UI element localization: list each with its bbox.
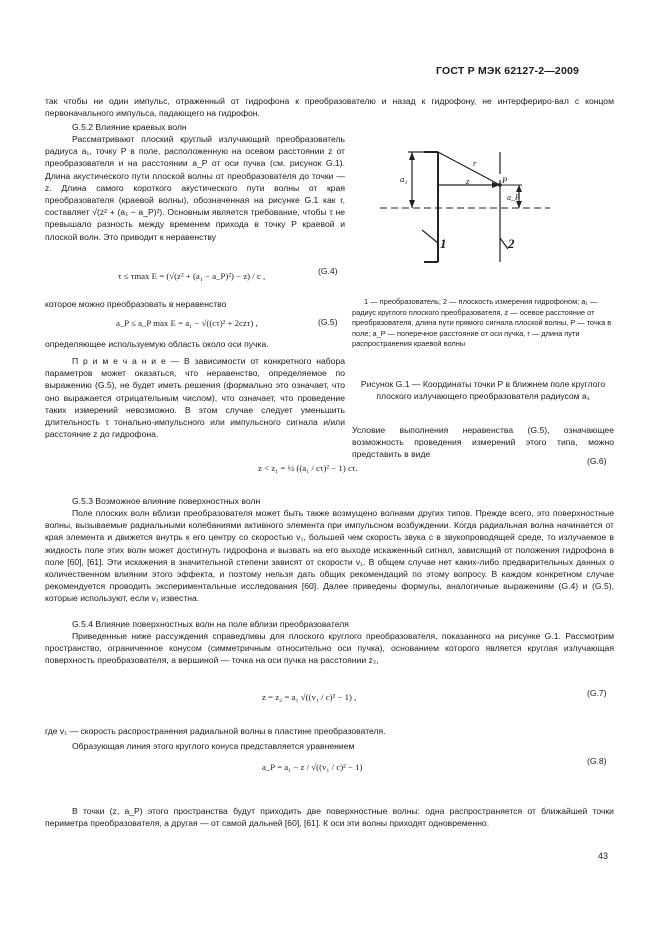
page-number: 43 <box>598 851 609 861</box>
paragraph-intro: так чтобы ни один импульс, отраженный от гидрофона к преобразователю и назад к гидрофону, не интерфериро-вал с концом первоначального импульса, падающего на гидрофон. <box>45 96 614 119</box>
paragraph-g54: Приведенные ниже рассуждения справедливы для плоского круглого преобразователя, показанного на рисунке G.1. Рассмотрим пространство, ограниченное конусом (симметричным относительно оси пучка), основанием которого является круглая излучающая поверхность преобразователя, а вершиной — точка на оси пучка на расстоянии z₂, <box>45 631 614 666</box>
paragraph-condition: Условие выполнения неравенства (G.5), означающее возможность проведения измерений этого типа, можно представить в виде <box>352 425 614 460</box>
label-p: P <box>502 175 508 185</box>
equation-g8: a_P = a₁ − z / √((v₁ / c)² − 1) <box>262 762 363 772</box>
equation-number-g7: (G.7) <box>587 688 607 698</box>
figure-g1 <box>350 130 620 290</box>
paragraph-generatrix: Образующая линия этого круглого конуса представляется уравнением <box>72 741 355 751</box>
section-heading-g52: G.5.2 Влияние краевых волн <box>72 122 187 132</box>
equation-g4: τ ≤ τmax E = (√(z² + (a₁ − a_P)²) − z) / c , <box>118 271 266 281</box>
equation-g7: z = z₂ = a₁ √((v₁ / c)² − 1) , <box>262 692 357 702</box>
figure-legend: 1 — преобразователь; 2 — плоскость измерения гидрофоном; a₁ — радиус круглого плоского преобразователя, z — осевое расстояние от преобразователя, длина пути прямого сигнала плоской волны, P — точка в поле; a_P — поперечное расстояние от оси пучка, r — длина пути распространения краевой волны <box>352 297 612 349</box>
label-a1: a₁ <box>400 174 408 184</box>
label-1: 1 <box>440 236 447 251</box>
note-paragraph: П р и м е ч а н и е — В зависимости от конкретного набора параметров может оказаться, что неравенство, определяемое по выражению (G.5), не будет иметь решения (формально это означает, что оно выражается отрицательным числом), что означает, что проведение таких измерений невозможно. В этом случае следует уменьшить длительность τ тонально-импульсного или импульсного сигнала и/или расстояние z до гидрофона. <box>45 356 345 440</box>
standard-header: ГОСТ Р МЭК 62127-2—2009 <box>436 65 580 77</box>
equation-number-g4: (G.4) <box>318 266 338 276</box>
figure-g1-drawing <box>350 130 620 290</box>
paragraph-convert: которое можно преобразовать в неравенство <box>45 299 227 309</box>
equation-number-g5: (G.5) <box>318 317 338 327</box>
label-z: z <box>466 176 470 186</box>
figure-caption: Рисунок G.1 — Координаты точки P в ближнем поле круглого плоского излучающего преобразователя радиусом a₁ <box>360 379 606 402</box>
equation-number-g6: (G.6) <box>587 456 607 466</box>
paragraph-where: где v₁ — скорость распространения радиальной волны в пластине преобразователя. <box>45 726 386 736</box>
equation-number-g8: (G.8) <box>587 756 607 766</box>
equation-g6: z < z₁ = ½ ((a₁ / cτ)² − 1) cτ. <box>258 463 358 473</box>
label-2: 2 <box>508 236 515 251</box>
section-heading-g53: G.5.3 Возможное влияние поверхностных волн <box>72 496 261 506</box>
paragraph-g53: Поле плоских волн вблизи преобразователя может быть также возмущено волнами других типов. Прежде всего, это поверхностные волны, вызываемые радиальными колебаниями активного элемента при импульсном возбуждении. Когда радиальная волна начинается от края элемента и движется внутрь к его центру со скоростью v₁, большей чем скорость звука c в звукопроводящей среде, то излучаемое в жидкость поле этих волн может достигнуть гидрофона и вызвать на его выходе искаженный сигнал, зависящий от положения гидрофона в поле [60], [61]. Эти искажения в значительной степени зависят от скорости v₁. В общем случае нет каких-либо предварительных данных о количественном влиянии этого эффекта, и поэтому нельзя дать общих рекомендаций по этому вопросу. В каждом конкретном случае рекомендуется проводить экспериментальные исследования [60]. Далее приведены формулы, аналогичные выражениям (G.4) и (G.5), которые используют, если v₁ известна. <box>45 508 614 604</box>
label-r: r <box>473 158 477 168</box>
label-ap: a_P <box>507 193 520 202</box>
paragraph-final: В точки (z, a_P) этого пространства будут приходить две поверхностные волны: одна распространяется от ближайшей точки периметра преобразователя, а другая — от самой дальней [60], [61]. К оси эти волны приходят одновременно. <box>45 806 614 829</box>
section-heading-g54: G.5.4 Влияние поверхностных волн на поле вблизи преобразователя <box>72 619 349 629</box>
paragraph-defines: определяющее используемую область около оси пучка. <box>45 339 269 349</box>
equation-g5: a_P ≤ a_P max E = a₁ − √((cτ)² + 2czτ) , <box>116 318 258 328</box>
paragraph-g52: Рассматривают плоский круглый излучающий преобразователь радиуса a₁, точку P в поле, расположенную на осевом расстоянии z от преобразователя и на расстоянии a_P от оси пучка (см. рисунок G.1). Длина акустического пути плоской волны от преобразователя до точки — z. Длина самого короткого акустического пути волны от края преобразователя (краевой волны), обозначенная на рисунке G.1 как r, составляет √(z² + (a₁ − a_P)²). Основным является требование, чтобы τ не превышало разность между временем прихода в точку P краевой и плоской волн. Это приводит к неравенству <box>45 134 345 242</box>
